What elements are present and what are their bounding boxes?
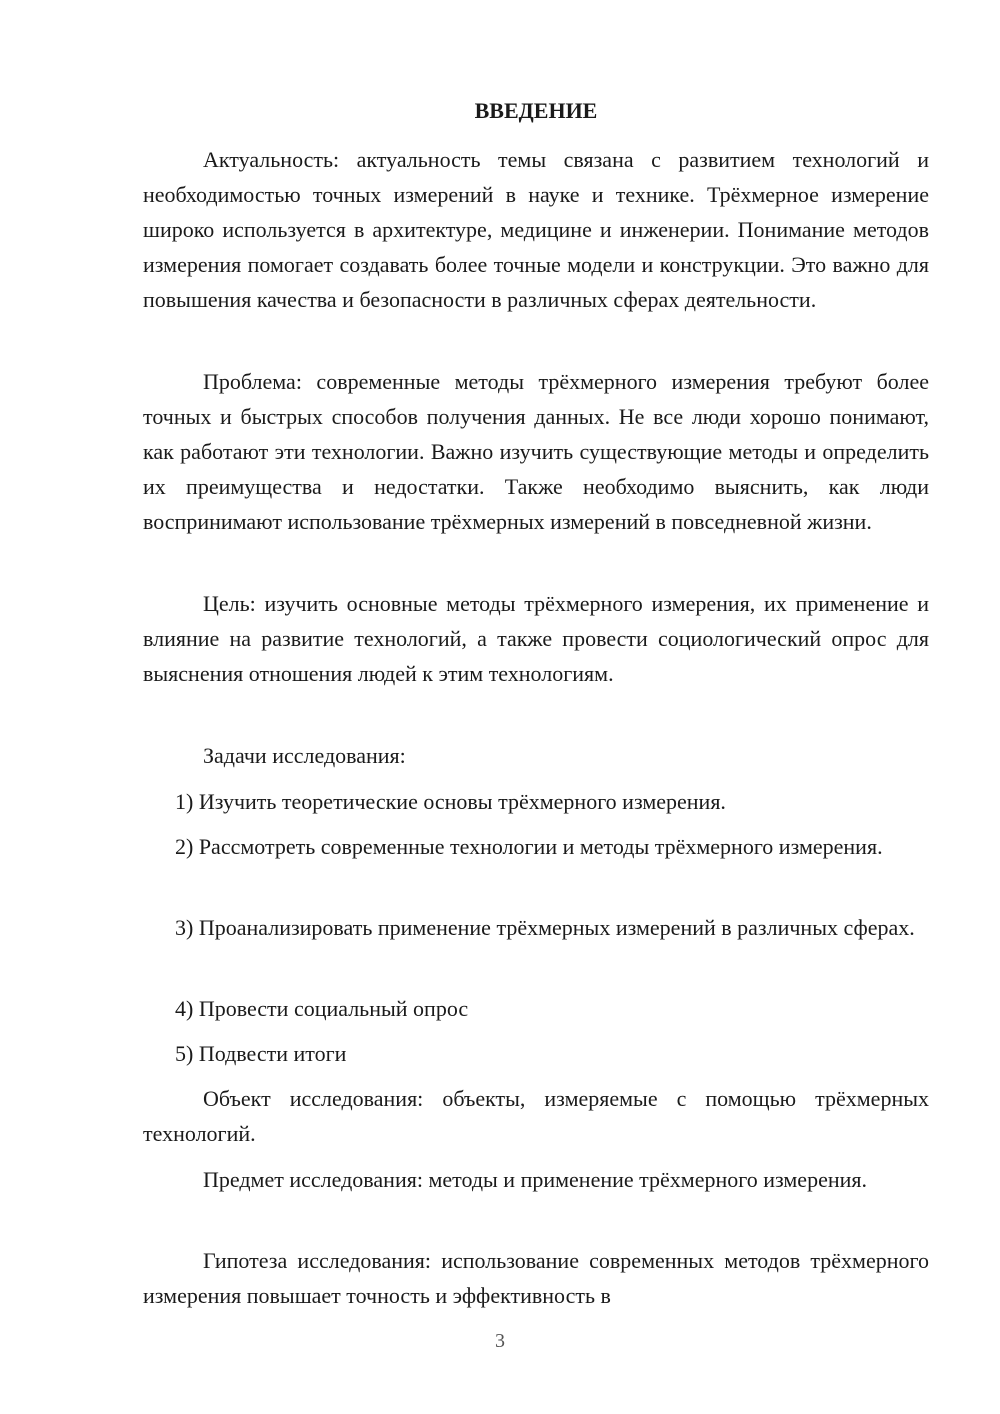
task-item-1: 1) Изучить теоретические основы трёхмерного измерения. [175, 789, 726, 814]
task-item-5: 5) Подвести итоги [175, 1041, 347, 1066]
paragraph-goal: Цель: изучить основные методы трёхмерного измерения, их применение и влияние на развитие технологий, а также провести социологический опрос для выяснения отношения людей к этим технологиям. [143, 591, 929, 686]
paragraph-relevance: Актуальность: актуальность темы связана с развитием технологий и необходимостью точных измерений в науке и технике. Трёхмерное измерение широко используется в архитектуре, медицине и инженерии. Понимание методов измерения помогает создавать более точные модели и конструкции. Это важно для повышения качества и безопасности в различных сферах деятельности. [143, 147, 929, 312]
paragraph-object: Объект исследования: объекты, измеряемые с помощью трёхмерных технологий. [143, 1086, 929, 1146]
task-item-3: 3) Проанализировать применение трёхмерных измерений в различных сферах. [175, 915, 915, 940]
tasks-heading: Задачи исследования: [203, 743, 406, 768]
paragraph-subject: Предмет исследования: методы и применение трёхмерного измерения. [203, 1167, 868, 1192]
paragraph-hypothesis: Гипотеза исследования: использование современных методов трёхмерного измерения повышает точность и эффективность в [143, 1248, 929, 1308]
task-item-4: 4) Провести социальный опрос [175, 996, 469, 1021]
paragraph-problem: Проблема: современные методы трёхмерного измерения требуют более точных и быстрых способов получения данных. Не все люди хорошо понимают, как работают эти технологии. Важно изучить существующие методы и определить их преимущества и недостатки. Также необходимо выяснить, как люди воспринимают использование трёхмерных измерений в повседневной жизни. [143, 369, 929, 534]
section-title: ВВЕДЕНИЕ [474, 98, 598, 123]
task-item-2: 2) Рассмотреть современные технологии и методы трёхмерного измерения. [175, 834, 883, 859]
page-number: 3 [495, 1330, 505, 1352]
